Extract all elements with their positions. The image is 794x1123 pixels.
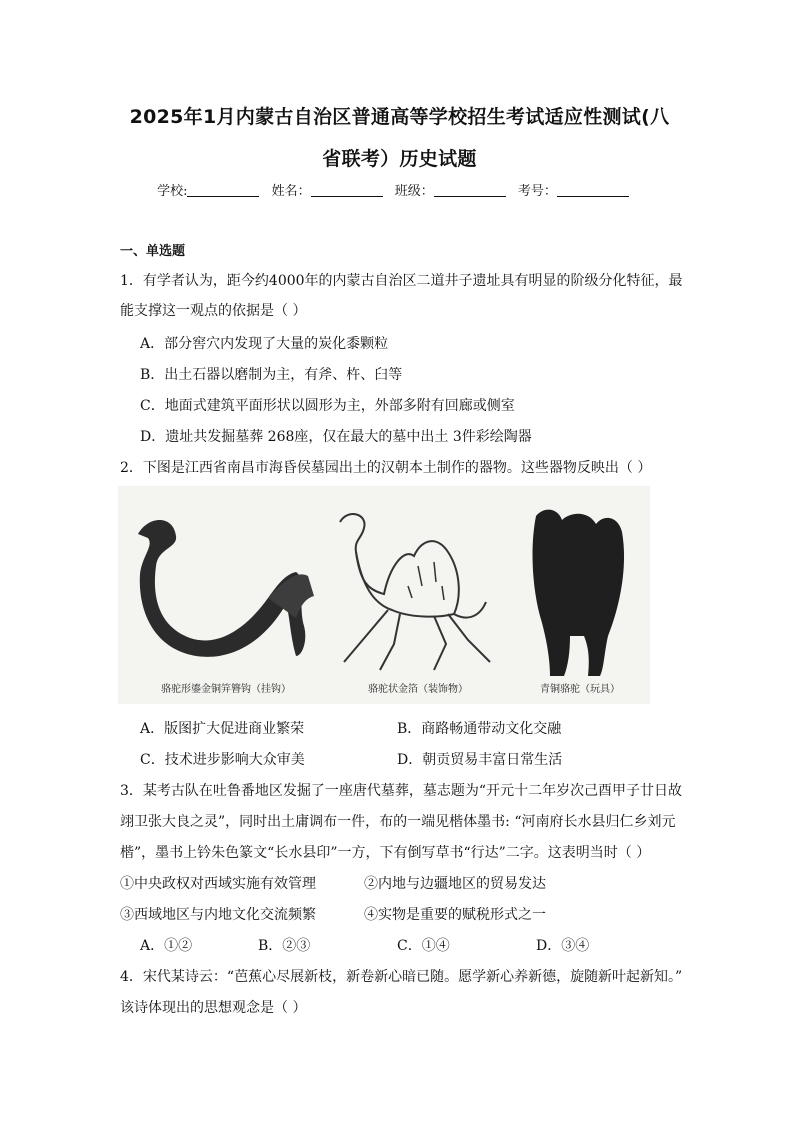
q1-stem-line-2: 能支撑这一观点的依据是（ ） [120, 303, 307, 319]
q2-artifact-photos [118, 486, 650, 704]
q3-statement-3: ③西域地区与内地文化交流频繁 [120, 907, 316, 923]
section-heading: 一、单选题 [120, 244, 186, 259]
q3-statement-1: ①中央政权对西域实施有效管理 [120, 876, 316, 892]
q2-option-d: D．朝贡贸易丰富日常生活 [397, 752, 563, 768]
q3-stem-line-3: 楷”，墨书上钤朱色篆文“长水县印”一方，下有倒写草书“行达”二字。这表明当时（ ） [120, 845, 651, 861]
student-info-row [0, 180, 794, 199]
q1-option-a: A．部分窖穴内发现了大量的炭化黍颗粒 [140, 336, 389, 352]
class-label: 班级： [394, 184, 434, 199]
q3-statement-4: ④实物是重要的赋税形式之一 [364, 907, 546, 923]
exam-title-line-2: 省联考）历史试题 [322, 148, 477, 170]
q3-option-d: D．③④ [536, 938, 590, 954]
q1-stem-line-1: 1．有学者认为，距今约4000年的内蒙古自治区二道井子遗址具有明显的阶级分化特征，最 [120, 273, 683, 289]
q3-stem-line-1: 3．某考古队在吐鲁番地区发掘了一座唐代墓葬，墓志题为“开元十二年岁次己酉甲子廿日故 [120, 783, 683, 799]
q4-stem-line-2: 该诗体现出的思想观念是（ ） [120, 1000, 307, 1016]
caption-gold-foil-camel: 骆驼状金箔（装饰物） [368, 684, 468, 695]
q3-option-a: A．①② [140, 938, 193, 954]
q2-stem: 2．下图是江西省南昌市海昏侯墓园出土的汉朝本土制作的器物。这些器物反映出（ ） [120, 460, 652, 476]
class-blank [434, 184, 506, 197]
q1-option-b: B．出土石器以磨制为主，有斧、杵、臼等 [140, 367, 403, 383]
camel-hook-image [138, 520, 314, 657]
q1-option-d: D．遗址共发掘墓葬 268座，仅在最大的墓中出土 3件彩绘陶器 [140, 429, 532, 445]
exam-title [112, 96, 687, 180]
q1-option-c: C．地面式建筑平面形状以圆形为主，外部多附有回廊或侧室 [140, 398, 515, 414]
school-blank [187, 184, 259, 197]
q3-option-c: C．①④ [397, 938, 450, 954]
caption-camel-hook: 骆驼形鎏金铜笄簪钩（挂钩） [161, 684, 291, 695]
q3-statement-2: ②内地与边疆地区的贸易发达 [364, 876, 546, 892]
artifact-photo-strip [118, 486, 650, 704]
exam-number-blank [557, 184, 629, 197]
q2-option-a: A．版图扩大促进商业繁荣 [140, 721, 305, 737]
bronze-camel-image [533, 510, 625, 676]
q2-option-c: C．技术进步影响大众审美 [140, 752, 305, 768]
q2-option-b: B．商路畅通带动文化交融 [397, 721, 562, 737]
school-label: 学校: [157, 184, 188, 199]
q3-option-b: B．②③ [258, 938, 311, 954]
name-blank [311, 184, 383, 197]
q4-stem-line-1: 4．宋代某诗云：“芭蕉心尽展新枝，新卷新心暗已随。愿学新心养新德，旋随新叶起新知。” [120, 969, 683, 985]
exam-title-line-1: 2025年1月内蒙古自治区普通高等学校招生考试适应性测试(八 [129, 106, 670, 128]
gold-foil-camel-image [340, 514, 490, 670]
caption-bronze-camel: 青铜骆驼（玩具） [540, 684, 620, 695]
exam-number-label: 考号： [517, 184, 557, 199]
name-label: 姓名： [271, 184, 311, 199]
q3-stem-line-2: 翊卫张大良之灵”，同时出土庸调布一件，布的一端见楷体墨书: “河南府长水县归仁乡刘元 [120, 814, 676, 830]
